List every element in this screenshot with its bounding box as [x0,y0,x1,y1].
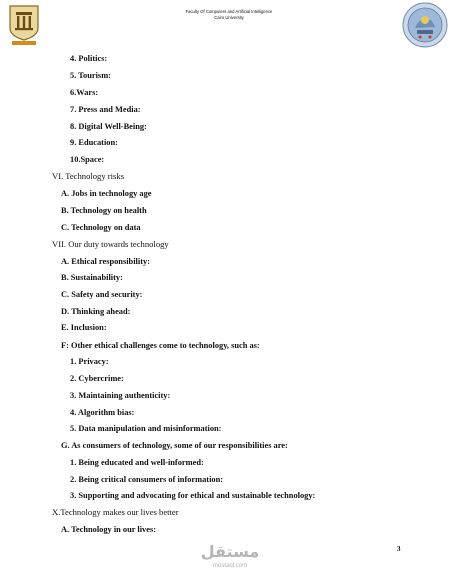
list-item-algorithm-bias: 4. Algorithm bias: [70,408,135,417]
list-item-space: 10.Space: [70,155,105,164]
list-item-sustainability: B. Sustainability: [61,273,123,282]
list-item-press-media: 7. Press and Media: [70,105,141,114]
list-item-inclusion: E. Inclusion: [61,323,107,332]
section-heading-vii: VII. Our duty towards technology [52,239,169,249]
section-heading-vi: VI. Technology risks [52,171,125,181]
list-item-politics: 4. Politics: [70,54,108,63]
list-item-thinking-ahead: D. Thinking ahead: [61,307,131,316]
list-item-data-manipulation: 5. Data manipulation and misinformation: [70,424,222,433]
list-item-consumer-responsibilities: G. As consumers of technology, some of our responsibilities are: [61,441,288,450]
section-heading-x: X.Technology makes our lives better [52,507,179,517]
list-item-data: C. Technology on data [61,223,141,232]
list-item-tourism: 5. Tourism: [70,71,111,80]
watermark-latin-text: mostaql.com [212,563,248,569]
mostaql-watermark-logo [198,540,262,570]
list-item-privacy: 1. Privacy: [70,357,109,366]
header-faculty-name: Faculty Of Computers and Artificial Intelligence [185,9,273,14]
list-item-educated: 1. Being educated and well-informed: [70,458,204,467]
list-item-health: B. Technology on health [61,206,147,215]
list-item-jobs: A. Jobs in technology age [61,189,152,198]
list-item-education: 9. Education: [70,138,118,147]
list-item-critical-consumers: 2. Being critical consumers of information: [70,475,224,484]
list-item-safety-security: C. Safety and security: [61,290,143,299]
list-item-other-challenges: F: Other ethical challenges come to technology, such as: [61,341,260,350]
list-item-wars: 6.Wars: [70,88,99,97]
list-item-digital-wellbeing: 8. Digital Well-Being: [70,122,147,131]
watermark-arabic-text: مستقل [200,542,260,561]
list-item-advocating: 3. Supporting and advocating for ethical and sustainable technology: [70,491,316,500]
list-item-authenticity: 3. Maintaining authenticity: [70,391,171,400]
list-item-ethical-responsibility: A. Ethical responsibility: [61,257,150,266]
page-header [0,0,458,50]
page-number: 3 [397,545,401,553]
list-item-tech-in-lives: A. Technology in our lives: [61,525,157,534]
header-university-name: Cairo University [214,15,244,20]
list-item-cybercrime: 2. Cybercrime: [70,374,124,383]
